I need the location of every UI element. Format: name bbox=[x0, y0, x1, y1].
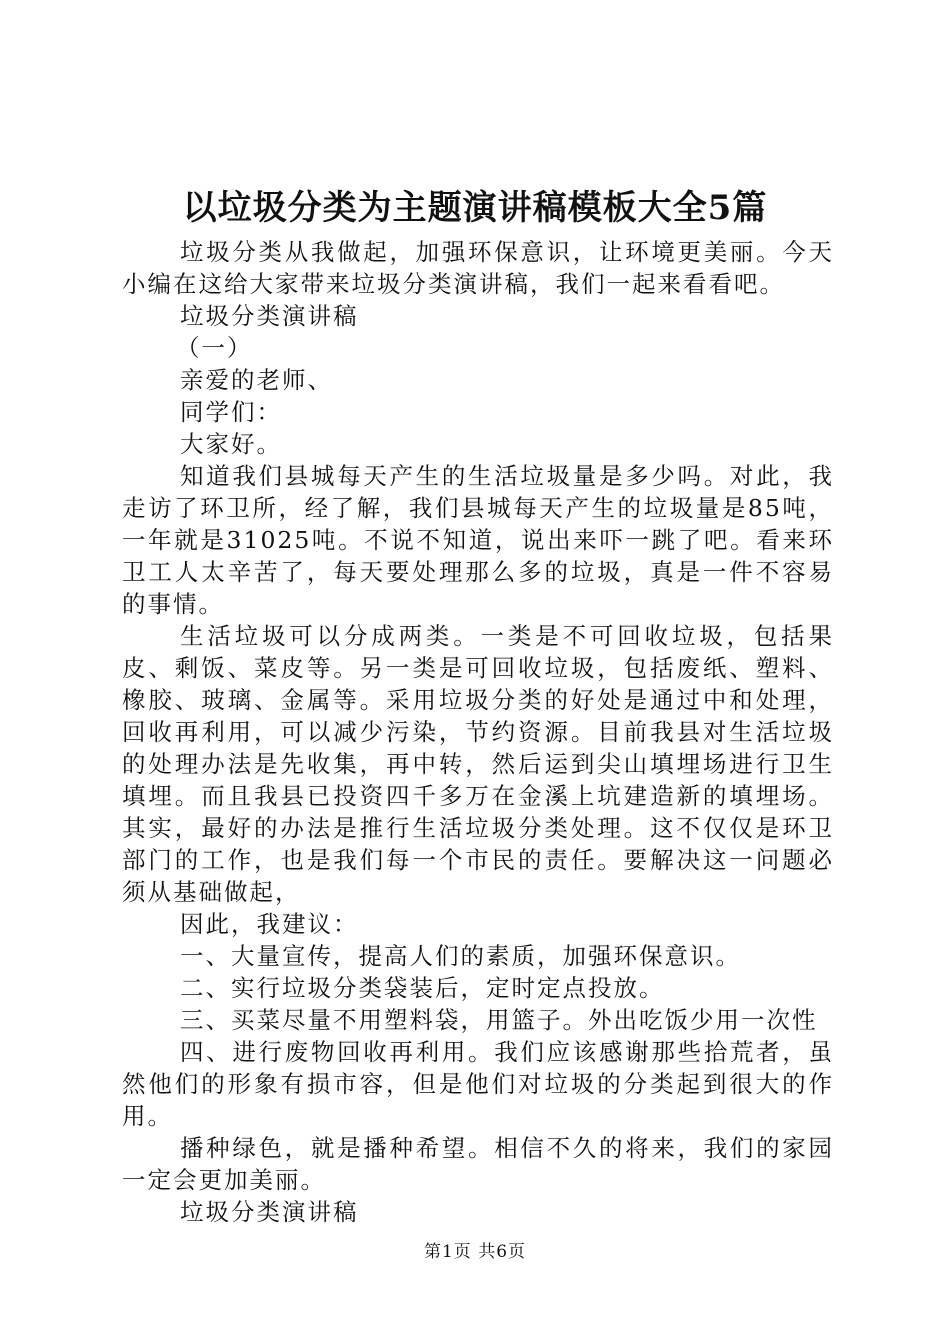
document-body bbox=[122, 236, 834, 1228]
salutation-teachers: 亲爱的老师、 bbox=[180, 366, 333, 394]
section-heading: 垃圾分类演讲稿 bbox=[180, 1198, 359, 1226]
suggestion-item: 二、实行垃圾分类袋装后，定时定点投放。 bbox=[180, 974, 665, 1002]
body-paragraph: 生活垃圾可以分成两类。一类是不可回收垃圾，包括果皮、剩饭、菜皮等。另一类是可回收垃圾，包括废纸、塑料、橡胶、玻璃、金属等。采用垃圾分类的好处是通过中和处理，回收再利用，可以减少污染，节约资源。目前我县对生活垃圾的处理办法是先收集，再中转，然后运到尖山填埋场进行卫生填埋。而且我县已投资四千多万在金溪上坑建造新的填埋场。其实，最好的办法是推行生活垃圾分类处理。这不仅仅是环卫部门的工作，也是我们每一个市民的责任。要解决这一问题必须从基础做起， bbox=[122, 622, 834, 906]
body-paragraph: 知道我们县城每天产生的生活垃圾量是多少吗。对此，我走访了环卫所，经了解，我们县城每天产生的垃圾量是85吨，一年就是31025吨。不说不知道，说出来吓一跳了吧。看来环卫工人太辛苦了，每天要处理那么多的垃圾，真是一件不容易的事情。 bbox=[122, 462, 834, 618]
greeting: 大家好。 bbox=[180, 430, 282, 458]
suggestion-item: 一、大量宣传，提高人们的素质，加强环保意识。 bbox=[180, 942, 741, 970]
section-heading: 垃圾分类演讲稿 bbox=[180, 302, 359, 330]
section-number: （一） bbox=[176, 334, 253, 362]
intro-paragraph: 垃圾分类从我做起，加强环保意识，让环境更美丽。今天小编在这给大家带来垃圾分类演讲稿，我们一起来看看吧。 bbox=[122, 238, 834, 298]
closing-paragraph: 播种绿色，就是播种希望。相信不久的将来，我们的家园一定会更加美丽。 bbox=[122, 1134, 834, 1194]
salutation-students: 同学们： bbox=[180, 398, 282, 426]
suggestion-item: 三、买菜尽量不用塑料袋，用篮子。外出吃饭少用一次性 bbox=[180, 1006, 818, 1034]
suggestion-intro: 因此，我建议： bbox=[180, 910, 359, 938]
suggestion-item: 四、进行废物回收再利用。我们应该感谢那些拾荒者，虽然他们的形象有损市容，但是他们对垃圾的分类起到很大的作用。 bbox=[122, 1038, 834, 1130]
page-footer: 第1页 共6页 bbox=[423, 1242, 527, 1262]
document-title: 以垃圾分类为主题演讲稿模板大全5篇 bbox=[182, 188, 768, 228]
